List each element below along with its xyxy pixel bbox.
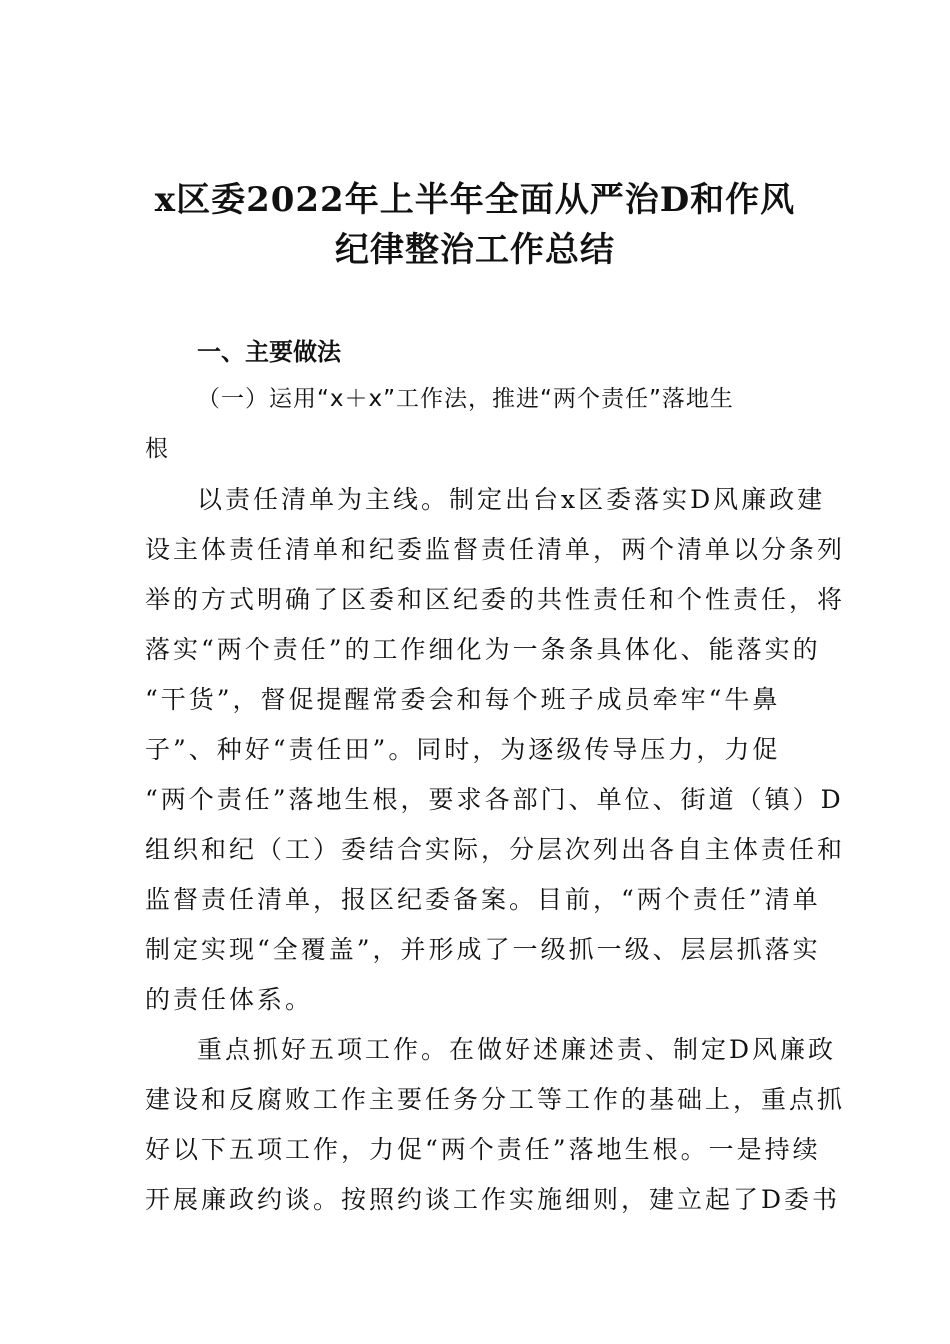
document-title-line-1: x区委2022年上半年全面从严治D和作风 xyxy=(154,180,796,220)
paragraph-1-line: 落实“两个责任”的工作细化为一条条具体化、能落实的 xyxy=(145,635,821,664)
paragraph-2-line: 好以下五项工作，力促“两个责任”落地生根。一是持续 xyxy=(145,1135,821,1164)
paragraph-1-line: 制定实现“全覆盖”，并形成了一级抓一级、层层抓落实 xyxy=(145,935,821,964)
paragraph-2-line: 重点抓好五项工作。在做好述廉述责、制定D风廉政 xyxy=(197,1035,837,1064)
paragraph-2-line: 建设和反腐败工作主要任务分工等工作的基础上，重点抓 xyxy=(145,1085,846,1114)
paragraph-2-line: 开展廉政约谈。按照约谈工作实施细则，建立起了D委书 xyxy=(145,1185,841,1214)
subheading-line-2: 根 xyxy=(145,436,169,462)
paragraph-1-line: 监督责任清单，报区纪委备案。目前，“两个责任”清单 xyxy=(145,885,821,914)
paragraph-1-line: 子”、种好“责任田”。同时，为逐级传导压力，力促 xyxy=(145,735,781,764)
paragraph-1-line: “两个责任”落地生根，要求各部门、单位、街道（镇）D xyxy=(145,785,844,814)
section-heading: 一、主要做法 xyxy=(197,338,341,366)
document-title-line-2: 纪律整治工作总结 xyxy=(335,230,615,270)
subheading-line-1: （一）运用“x＋x”工作法，推进“两个责任”落地生 xyxy=(197,386,734,412)
paragraph-1-line: 的责任体系。 xyxy=(145,985,314,1014)
paragraph-1-line: “干货”，督促提醒常委会和每个班子成员牵牢“牛鼻 xyxy=(145,685,781,714)
paragraph-1-line: 组织和纪（工）委结合实际，分层次列出各自主体责任和 xyxy=(145,835,846,864)
paragraph-1-line: 设主体责任清单和纪委监督责任清单，两个清单以分条列 xyxy=(145,535,846,564)
paragraph-1-line: 举的方式明确了区委和区纪委的共性责任和个性责任，将 xyxy=(145,585,846,614)
paragraph-1-line: 以责任清单为主线。制定出台x区委落实D风廉政建 xyxy=(197,485,826,514)
